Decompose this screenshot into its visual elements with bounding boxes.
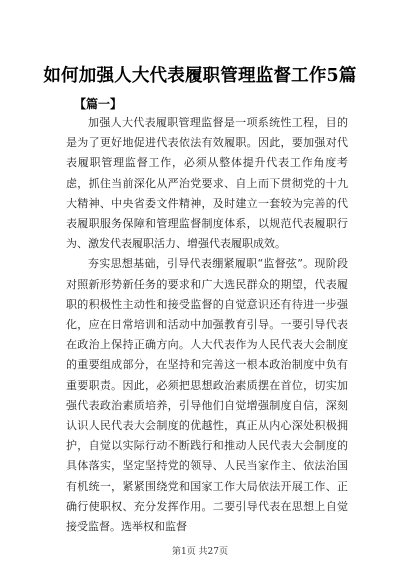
document-title: 如何加强人大代表履职管理监督工作5篇: [43, 66, 357, 86]
paragraph: 夯实思想基础，引导代表绷紧履职“监督弦”。现阶段对照新形势新任务的要求和广大选民群众的期望，代表履职的积极性主动性和接受监督的自觉意识还有待进一步强化，应在日常培训和活动中加强教育引导。一要引导代表在政治上保持正确方向。人大代表作为人民代表大会制度的重要组成部分，在坚持和完善这一根本政治制度中负有重要职责。因此，必须把思想政治素质摆在首位，切实加强代表政治素质培养，引导他们自觉增强制度自信，深刻认识人民代表大会制度的优越性，真正从内心深处积极拥护，自觉以实际行动不断践行和推动人民代表大会制度的具体落实，坚定坚持党的领导、人民当家作主、依法治国有机统一，紧紧围绕党和国家工作大局依法开展工作、正确行使职权、充分发挥作用。二要引导代表在思想上自觉接受监督。选举权和监督: [66, 257, 348, 534]
page-footer: 第1页 共27页: [171, 547, 229, 557]
section-label: 【篇一】: [74, 97, 123, 111]
document-body: [66, 113, 348, 537]
paragraph: 加强人大代表履职管理监督是一项系统性工程，目的是为了更好地促进代表依法有效履职。因此，要加强对代表履职管理监督工作，必须从整体提升代表工作角度考虑，抓住当前深化从严治党要求、自上而下贯彻党的十九大精神、中央省委文件精神，及时建立一套较为完善的代表履职服务保障和管理监督制度体系，以规范代表履职行为、激发代表履职活力、增强代表履职成效。: [66, 116, 348, 251]
